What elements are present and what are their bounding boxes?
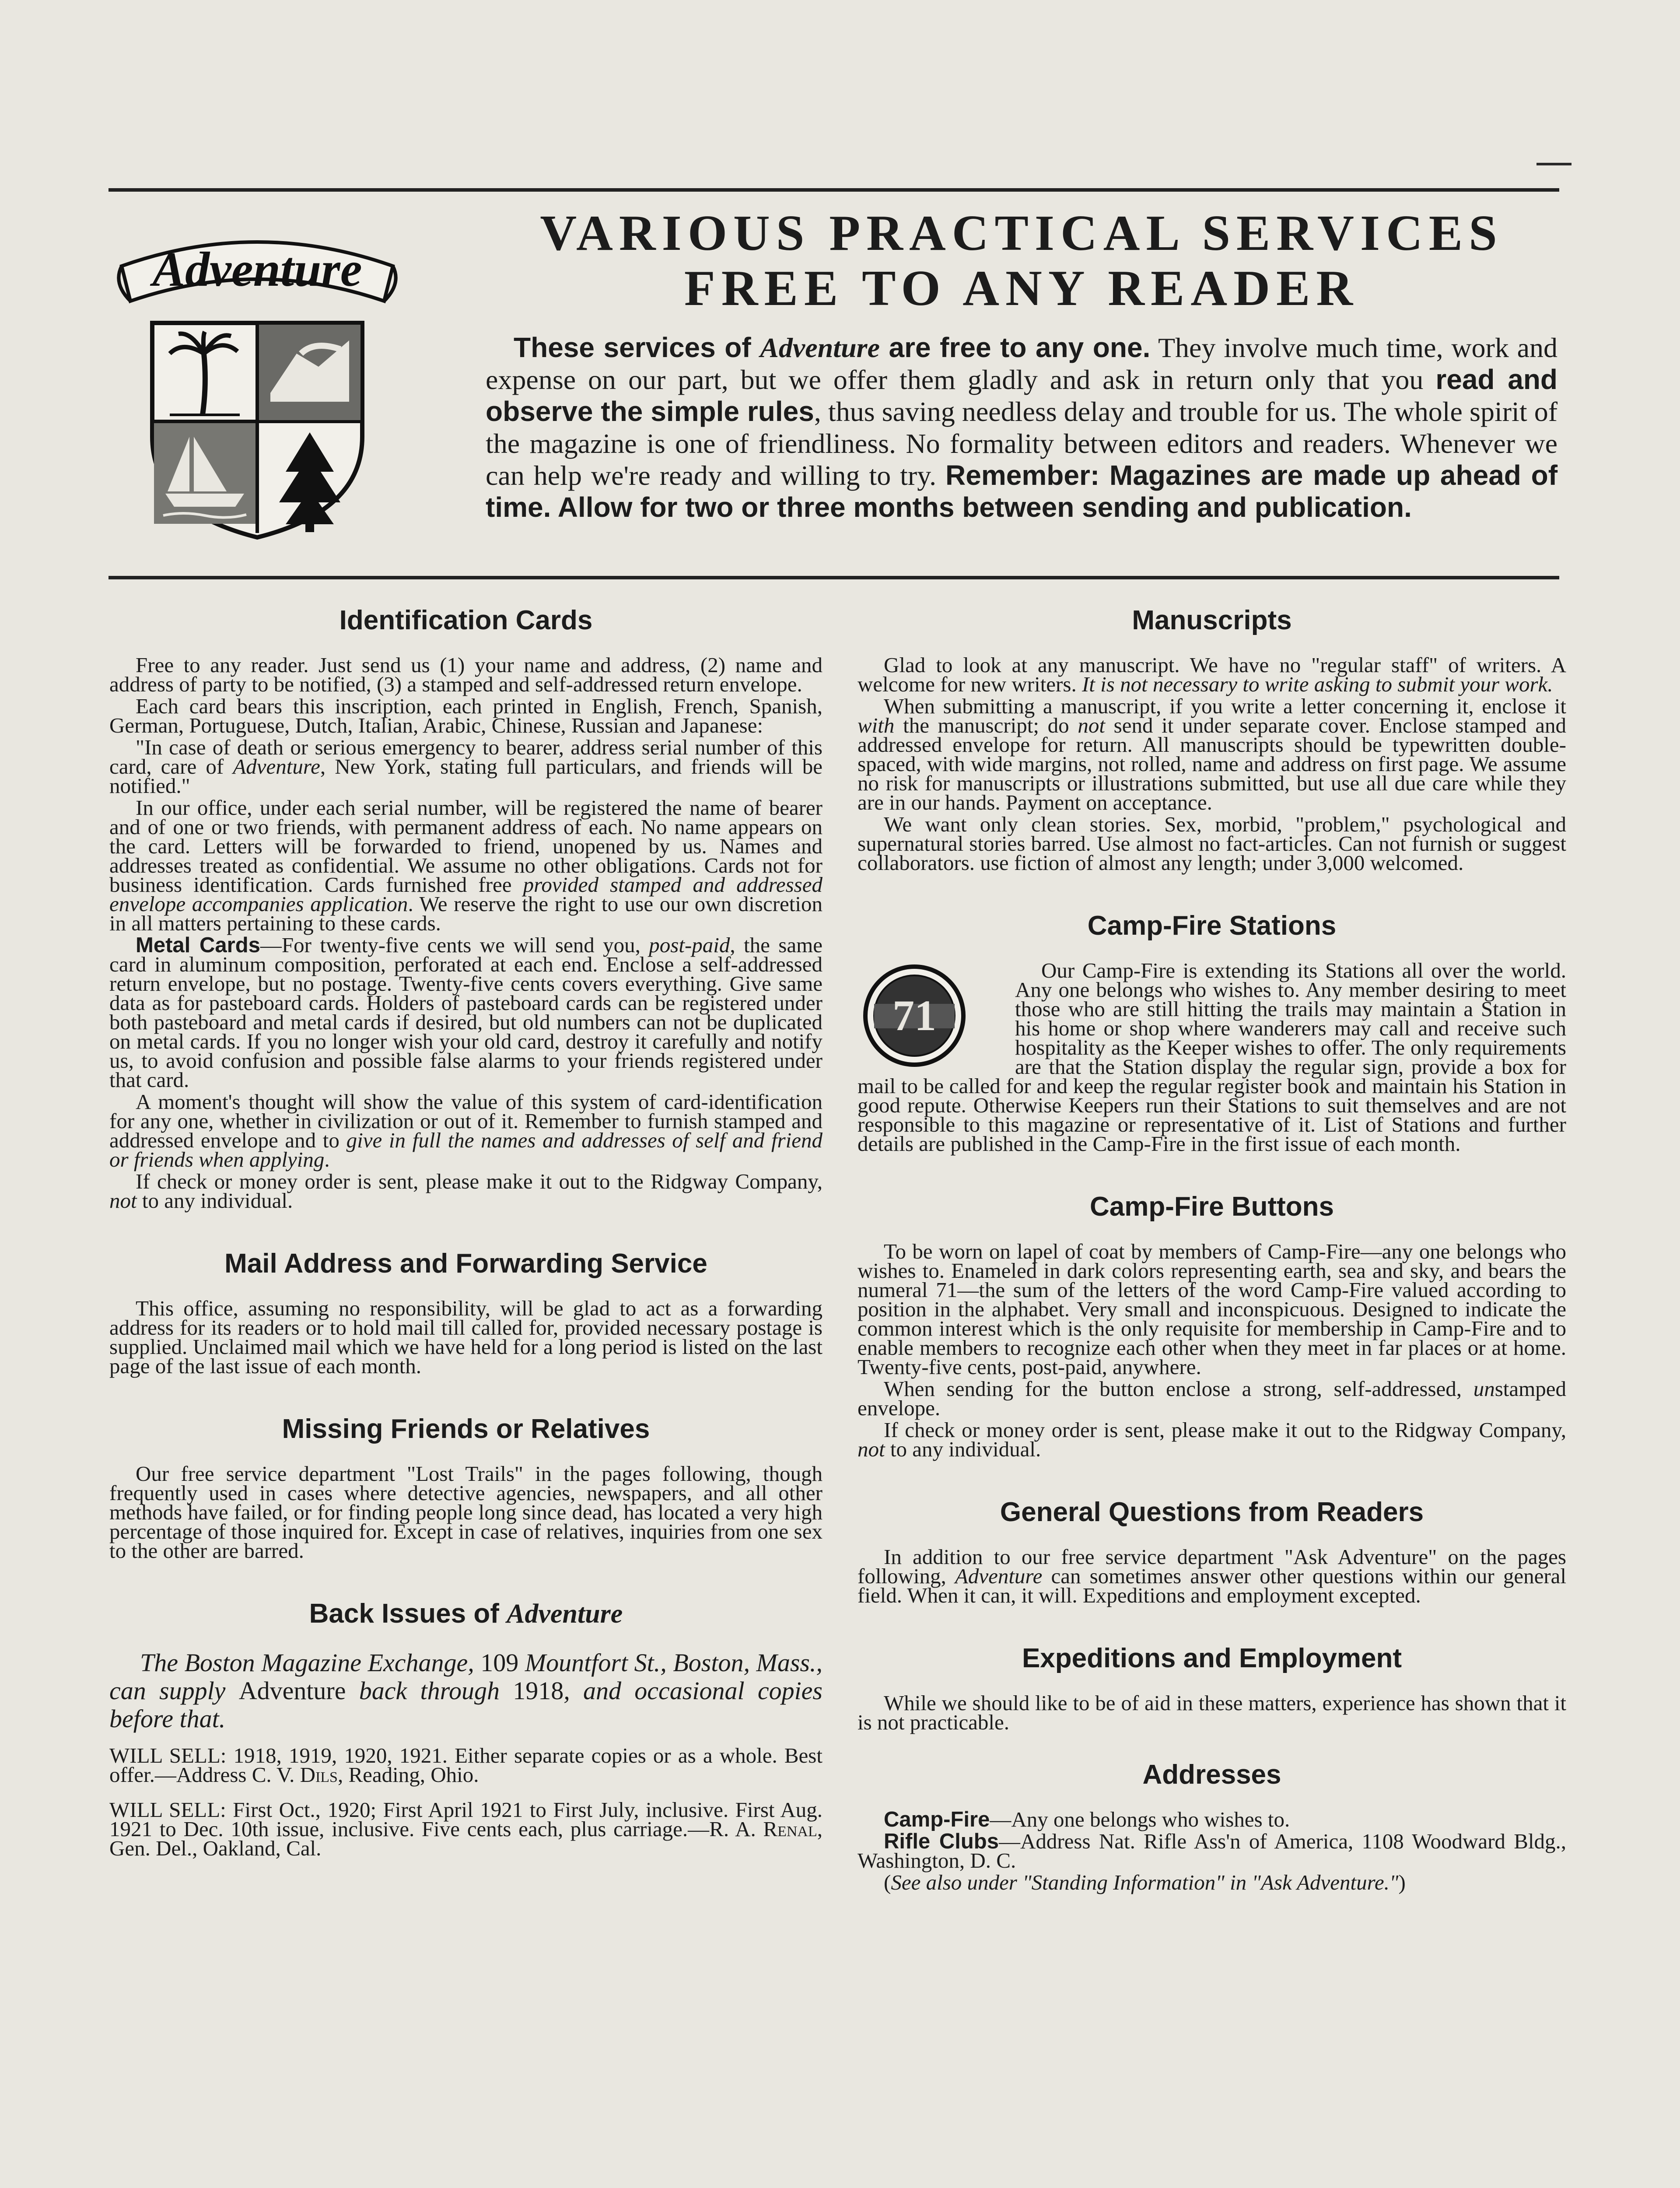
paragraph: Rifle Clubs—Address Nat. Rifle Ass'n of America, 1108 Woodward Bldg., Washington, D. C.	[858, 1829, 1566, 1872]
crest-banner-text: Adventure	[152, 242, 362, 297]
intro-bold-rules: read and observe the simple rules	[486, 364, 1558, 427]
section-expeditions	[858, 1642, 1566, 1732]
header-block	[486, 206, 1558, 523]
will-sell-notice: WILL SELL: 1918, 1919, 1920, 1921. Either separate copies or as a whole. Best offer.—Address C. V. Dils, Reading, Ohio.	[109, 1743, 822, 1787]
paragraph: Metal Cards—For twenty-five cents we will send you, post-paid, the same card in aluminum composition, perforated at each end. Enclose a self-addressed return envelope, but no postage. Twenty-five cents covers everything. Give same data as for pasteboard cards. Holders of pasteboard cards can be registered under both pasteboard and metal cards if desired, but old numbers can not be duplicated on metal cards. If you no longer wish your old card, destroy it carefully and notify us, to avoid confusion and possible false alarms to your friends registered under that card.	[109, 933, 822, 1092]
title-line-2: FREE TO ANY READER	[684, 260, 1359, 316]
paragraph: We want only clean stories. Sex, morbid, "problem," psychological and supernatural stories barred. Use almost no fact-articles. Can not furnish or suggest collaborators. use fiction of almost any length; under 3,000 welcomed.	[858, 812, 1566, 875]
section-mail-forwarding	[109, 1247, 822, 1376]
section-heading: Camp-Fire Buttons	[1090, 1192, 1334, 1222]
paragraph: Glad to look at any manuscript. We have no "regular staff" of writers. A welcome for new writers. It is not necessary to write asking to submit your work.	[858, 653, 1566, 696]
paragraph: (See also under "Standing Information" in "Ask Adventure.")	[884, 1870, 1406, 1894]
section-heading: Back Issues of Adventure	[309, 1599, 623, 1629]
paragraph: Each card bears this inscription, each printed in English, French, Spanish, German, Portuguese, Dutch, Italian, Arabic, Chinese, Russian and Japanese:	[109, 694, 822, 737]
corner-mark	[1536, 163, 1572, 165]
left-column	[109, 604, 822, 1895]
paragraph: If check or money order is sent, please make it out to the Ridgway Company, not to any individual.	[109, 1169, 822, 1213]
section-back-issues	[109, 1597, 822, 1858]
intro-paragraph	[486, 332, 1558, 523]
paragraph: In our office, under each serial number, will be registered the name of bearer and of one or two friends, with permanent address of each. No name appears on the card. Letters will be forwarded to friend, unopened by us. Names and addresses treated as confidential. We assume no other obligations. Cards not for business identification. Cards furnished free provided stamped and addressed envelope accompanies application. We reserve the right to use our own discretion in all matters pertaining to these cards.	[109, 796, 822, 935]
paragraph: A moment's thought will show the value of this system of card-identification for any one, whether in civilization or out of it. Remember to furnish stamped and addressed envelope and to give in full the names and addresses of self and friend or friends when applying.	[109, 1090, 822, 1171]
adventure-crest-logo	[113, 209, 402, 542]
top-rule	[108, 188, 1559, 192]
paragraph: While we should like to be of aid in these matters, experience has shown that it is not practicable.	[858, 1691, 1566, 1734]
intro-magazine-name: Adventure	[760, 332, 880, 363]
paragraph: Our Camp-Fire is extending its Stations all over the world. Any one belongs who wishes to. Any member desiring to meet those who are still hitting the trails may maintain a Station in his home or shop where wanderers may call and receive such hospitality as the Keeper wishes to offer. The only requirements are that the Station display the regular sign, provide a box for mail to be called for and keep the regular register book and maintain his Station in good repute. Otherwise Keepers run their Stations to suit themselves and are not responsible to this magazine or representative of it. List of Stations and further details are published in the Camp-Fire in the first issue of each month.	[858, 958, 1566, 1156]
paragraph: If check or money order is sent, please make it out to the Ridgway Company, not to any individual.	[858, 1418, 1566, 1461]
title-line-1: VARIOUS PRACTICAL SERVICES	[540, 205, 1503, 261]
section-heading: Identification Cards	[339, 605, 593, 635]
boston-exchange-notice: The Boston Magazine Exchange, 109 Mountfort St., Boston, Mass., can supply Adventure back through 1918, and occasional copies before that.	[109, 1648, 822, 1733]
paragraph: When submitting a manuscript, if you write a letter concerning it, enclose it with the manuscript; do not send it under separate cover. Enclose stamped and addressed envelope for return. All manuscripts should be typewritten double-spaced, with wide margins, not rolled, name and address on first page. We assume no risk for manuscripts or illustrations submitted, but use all due care while they are in our hands. Payment on acceptance.	[858, 694, 1567, 814]
section-heading: General Questions from Readers	[1000, 1497, 1424, 1527]
paragraph: To be worn on lapel of coat by members of Camp-Fire—any one belongs who wishes to. Enameled in dark colors representing earth, sea and sky, and bears the numeral 71—the sum of the letters of the word Camp-Fire valued according to position in the alphabet. Very small and inconspicuous. Designed to indicate the common interest which is the only requisite for membership in Camp-Fire and to enable members to recognize each other when they meet in far places or at home. Twenty-five cents, post-paid, anywhere.	[858, 1239, 1566, 1379]
paragraph: "In case of death or serious emergency to bearer, address serial number of this card, care of Adventure, New York, stating full particulars, and friends will be notified."	[109, 735, 822, 798]
intro-bold-remember: Remember: Magazines are made up ahead of time. Allow for two or three months between sending and publication.	[486, 459, 1558, 523]
section-heading: Addresses	[1142, 1760, 1281, 1790]
paragraph: Our free service department "Lost Trails" in the pages following, though frequently used in cases where detective agencies, newspapers, and all other methods have failed, or for finding people long since dead, has located a very high percentage of those inquired for. Except in case of relatives, inquiries from one sex to the other are barred.	[109, 1462, 822, 1563]
section-heading: Camp-Fire Stations	[1087, 911, 1337, 941]
section-addresses	[858, 1758, 1566, 1892]
section-heading: Manuscripts	[1132, 605, 1292, 635]
section-camp-fire-stations	[858, 909, 1566, 1154]
camp-fire-71-badge-icon	[858, 961, 1006, 1070]
section-identification-cards	[109, 604, 822, 1213]
paragraph: When sending for the button enclose a strong, self-addressed, unstamped envelope.	[858, 1377, 1566, 1420]
will-sell-notice: WILL SELL: First Oct., 1920; First April 1921 to First July, inclusive. First Aug. 1921 to Dec. 10th issue, inclusive. Five cents each, plus carriage.—R. A. Renal, Gen. Del., Oakland, Cal.	[109, 1798, 822, 1860]
badge-numeral: 71	[892, 991, 936, 1040]
page-title	[486, 206, 1558, 316]
intro-lead-end: are free to any one.	[879, 332, 1151, 363]
paragraph: In addition to our free service department "Ask Adventure" on the pages following, Adventure can sometimes answer other questions within our general field. When it can, it will. Expeditions and employment excepted.	[858, 1545, 1567, 1607]
paragraph: Free to any reader. Just send us (1) your name and address, (2) name and address of party to be notified, (3) a stamped and self-addressed return envelope.	[109, 653, 822, 696]
header-bottom-rule	[108, 576, 1559, 579]
section-camp-fire-buttons	[858, 1190, 1566, 1459]
section-heading: Missing Friends or Relatives	[282, 1414, 650, 1444]
paragraph: Camp-Fire—Any one belongs who wishes to.	[884, 1807, 1290, 1831]
right-column	[858, 604, 1566, 1929]
section-heading: Mail Address and Forwarding Service	[224, 1248, 707, 1279]
intro-text-1: They involve much time, work and expense on our part, but we offer them gladly and ask in return only that you	[486, 332, 1558, 395]
section-general-questions	[858, 1496, 1566, 1605]
section-missing-friends	[109, 1413, 822, 1563]
paragraph: This office, assuming no responsibility, will be glad to act as a forwarding address for its readers or to hold mail till called for, provided necessary postage is supplied. Unclaimed mail which we have held for a long period is listed on the last page of the last issue of each month.	[109, 1296, 822, 1378]
intro-text-2: , thus saving needless delay and trouble for us. The whole spirit of the magazine is one of friendliness. No formality between editors and readers. Whenever we can help we're ready and willing to try.	[486, 396, 1558, 491]
intro-lead: These services of	[514, 332, 760, 363]
section-heading: Expeditions and Employment	[1022, 1643, 1402, 1673]
section-manuscripts	[858, 604, 1566, 873]
